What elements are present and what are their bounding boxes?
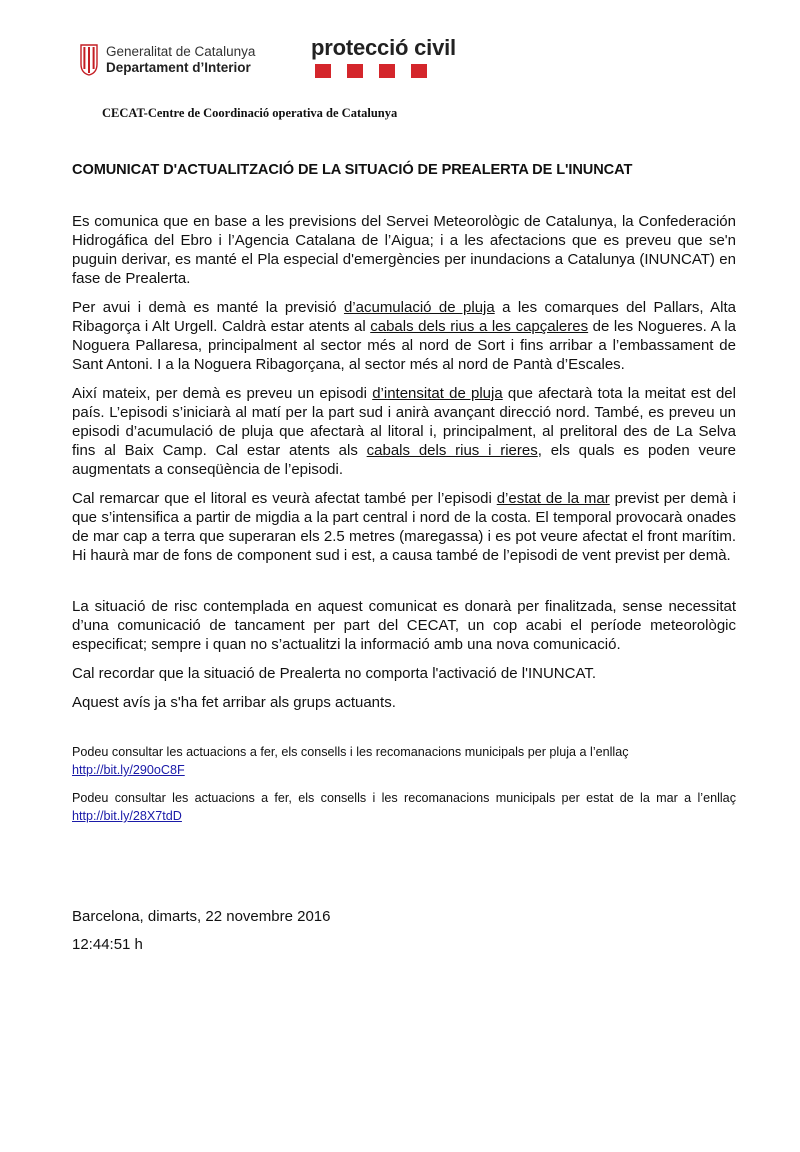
link-rain[interactable]: http://bit.ly/290oC8F [72,763,185,777]
gencat-name: Generalitat de Catalunya [106,44,256,59]
paragraph-sea-state: Cal remarcar que el litoral es veurà afectat també per l’episodi d’estat de la mar previst per demà i que s’intensifica a partir de migdia a la part central i nord de la costa. El temporal provocarà onades de mar cap a terra que superaran els 2.5 metres (maregassa) i es pot veure afectat el front marítim. Hi haurà mar de fons de component sud i est, a causa també de l’episodi de vent previst per demà. [72,490,736,564]
underlined-term: cabals dels rius a les capçaleres [370,318,589,335]
document-body [72,212,736,835]
document-title: COMUNICAT D'ACTUALITZACIÓ DE LA SITUACIÓ DE PREALERTA DE L'INUNCAT [72,162,633,178]
place-date: Barcelona, dimarts, 22 novembre 2016 [72,908,331,925]
paragraph-pallars: Per avui i demà es manté la previsió d’acumulació de pluja a les comarques del Pallars, Alta Ribagorça i Alt Urgell. Caldrà estar atents al cabals dels rius a les capçaleres de les Nogueres. A la Noguera Pallaresa, principalment al sector més al nord de Sort i fins arribar a l’embassament de Sant Antoni. I a la Noguera Ribagorçana, al sector més al nord de Pantà d’Escales. [72,299,736,373]
proteccio-civil-logo [311,36,471,80]
issue-time: 12:44:51 h [72,936,143,953]
underlined-term: d’intensitat de pluja [372,385,503,402]
red-square [315,64,331,78]
red-square [411,64,427,78]
red-square [347,64,363,78]
link-rain-paragraph: Podeu consultar les actuacions a fer, els consells i les recomanacions municipals per pluja a l’enllaç http://bit.ly/290oC8F [72,745,629,777]
link-sea[interactable]: http://bit.ly/28X7tdD [72,809,182,823]
red-squares-mark [315,64,427,78]
paragraph-prealert-note: Cal recordar que la situació de Prealerta no comporta l'activació de l'INUNCAT. [72,665,597,682]
paragraph-intensity: Així mateix, per demà es preveu un episodi d’intensitat de pluja que afectarà tota la meitat est del país. L’episodi s’iniciarà al matí per la part sud i anirà avançant direcció nord. També, es preveu un episodi d’acumulació de pluja que afectarà al litoral i, principalment, al prelitoral des de La Selva fins al Baix Camp. Cal estar atents als cabals dels rius i rieres, els quals es poden veure augmentats a conseqüència de l’episodi. [72,385,736,478]
paragraph-intro: Es comunica que en base a les previsions del Servei Meteorològic de Catalunya, la Confederación Hidrogáfica del Ebro i l’Agencia Catalana de l’Aigua; i a les afectacions que es preveu que se'n puguin derivar, es manté el Pla especial d'emergències per inundacions a Catalunya (INUNCAT) en fase de Prealerta. [72,213,736,287]
department-name: Departament d’Interior [106,60,251,75]
underlined-term: d’acumulació de pluja [343,299,495,316]
red-square [379,64,395,78]
gencat-wordmark [106,44,255,76]
underlined-term: d’estat de la mar [496,490,610,507]
cecat-subtitle: CECAT-Centre de Coordinació operativa de Catalunya [102,106,398,120]
gencat-senyera-logo [80,44,98,76]
paragraph-groups-note: Aquest avís ja s'ha fet arribar als grups actuants. [72,694,396,711]
underlined-term: cabals dels rius i rieres [366,442,538,459]
letterhead [0,0,800,130]
proteccio-civil-wordmark: protecció civil [311,35,456,60]
link-sea-paragraph: Podeu consultar les actuacions a fer, els consells i les recomanacions municipals per estat de la mar a l’enllaç http://bit.ly/28X7tdD [72,791,736,823]
paragraph-end-risk: La situació de risc contemplada en aquest comunicat es donarà per finalitzada, sense necessitat d’una comunicació de tancament per part del CECAT, un cop acabi el període meteorològic especificat; sempre i quan no s’actualitzi la informació amb una nova comunicació. [72,598,736,653]
signature-block [72,903,330,959]
